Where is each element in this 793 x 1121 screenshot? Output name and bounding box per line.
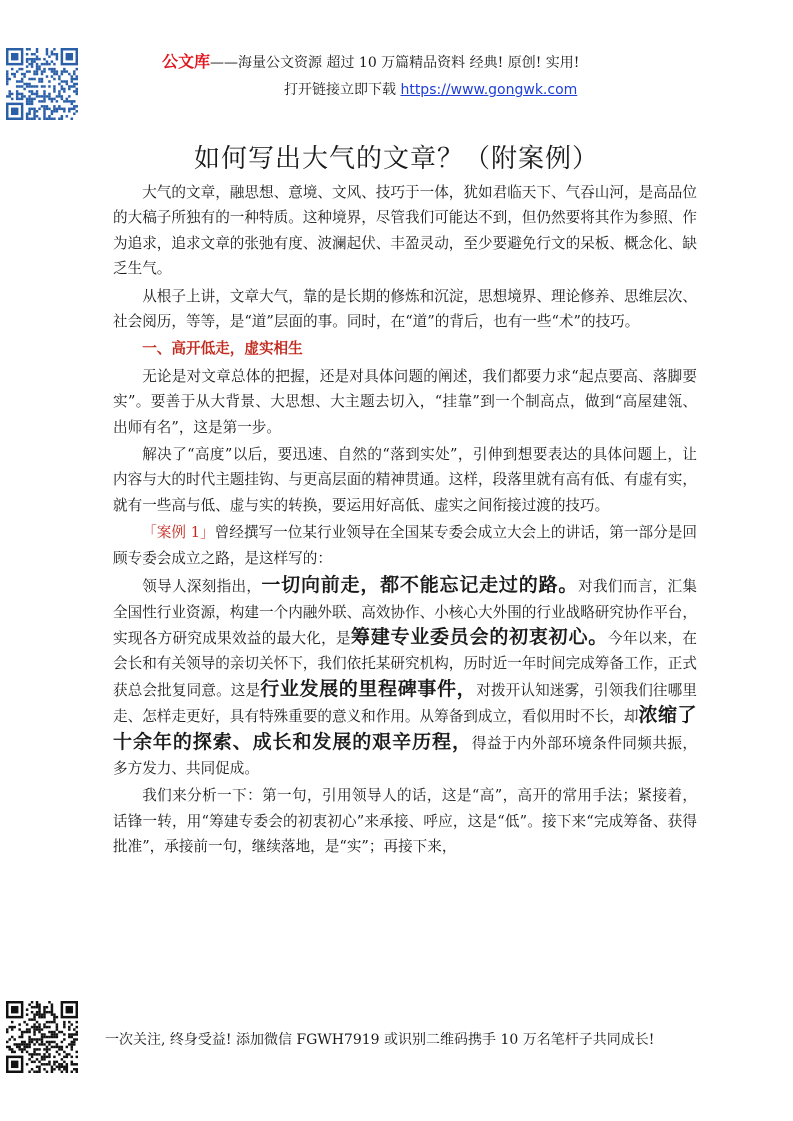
paragraph-1: 大气的文章，融思想、意境、文风、技巧于一体，犹如君临天下、气吞山河，是高品位的大稿子所独有的一种特质。这种境界，尽管我们可能达不到，但仍然要将其作为参照、作为追求，追求文章的张弛有度、波澜起伏、丰盈灵动，至少要避免行文的呆板、概念化、缺乏生气。 <box>113 184 697 278</box>
paragraph-2: 从根子上讲，文章大气，靠的是长期的修炼和沉淀，思想境界、理论修养、思维层次、社会阅历，等等，是“道”层面的事。同时，在“道”的背后，也有一些“术”的技巧。 <box>113 287 697 331</box>
quote-segment: 对拨开认知迷雾，引领我们往哪里走、怎样走更好，具有特殊重要的意义和作用。从筹备到成立，看似用时不长，却 <box>113 681 697 726</box>
section-heading-1: 一、高开低走，虚实相生 <box>142 340 303 358</box>
case-intro-text: 曾经撰写一位某行业领导在全国某专委会成立大会上的讲话，第一部分是回顾专委会成立之路，是这样写的： <box>113 524 697 567</box>
download-prefix: 打开链接立即下载 <box>284 82 396 98</box>
paragraph-4: 解决了“高度”以后，要迅速、自然的“落到实处”，引伸到想要表达的具体问题上，让内容与大的时代主题挂钩、与更高层面的精神贯通。这样，段落里就有高有低、有虚有实，就有一些高与低、虚与实的转换，要运用好高低、虚实之间衔接过渡的技巧。 <box>113 446 697 514</box>
paragraph-analysis: 我们来分析一下：第一句，引用领导人的话，这是“高”，高开的常用手法；紧接着，话锋一转，用“筹建专委会的初衷初心”来承接、呼应，这是“低”。接下来“完成筹备、获得批准”，承接前一句，继续落地，是“实”；再接下来， <box>113 787 697 856</box>
quote-segment: 对我们而言，汇集全国性行业资源，构建一个内融外联、高效协作、小核心大外围的行业战略研究协作平台，实现各方研究成果效益的最大化，是 <box>113 578 697 647</box>
quote-emphasis: 行业发展的里程碑事件， <box>260 677 477 700</box>
quote-segment: 得益于内外部环境条件同频共振，多方发力、共同促成。 <box>113 734 697 777</box>
brand-name: 公文库 <box>162 52 211 71</box>
paragraph-case-intro <box>113 520 697 571</box>
document-title: 如何写出大气的文章？（附案例） <box>193 144 599 174</box>
qr-code-bottom <box>6 1001 78 1073</box>
page-header <box>162 50 762 102</box>
case-label: 「案例 1」 <box>142 524 215 542</box>
quote-segment: 今年以来，在会长和有关领导的亲切关怀下，我们依托某研究机构，历时近一年时间完成筹备工作，正式获总会批复同意。这是 <box>113 629 697 699</box>
header-line-1 <box>162 50 762 75</box>
qr-code-icon <box>6 48 78 120</box>
header-tagline: ——海量公文资源 超过 10 万篇精品资料 经典! 原创! 实用! <box>210 55 580 71</box>
qr-code-top <box>6 48 78 120</box>
quote-emphasis: 一切向前走，都不能忘记走过的路。 <box>261 574 579 597</box>
quote-emphasis: 筹建专业委员会的初衷初心。 <box>350 625 609 648</box>
document-body <box>113 180 697 862</box>
quote-emphasis: 浓缩了十余年的探索、成长和发展的艰辛历程， <box>113 704 697 753</box>
header-line-2 <box>162 78 762 102</box>
paragraph-3: 无论是对文章总体的把握，还是对具体问题的阐述，我们都要力求“起点要高、落脚要实”。要善于从大背景、大思想、大主题去切入，“挂靠”到一个制高点，做到“高屋建瓴、出师有名”，这是第一步。 <box>113 367 697 436</box>
quote-segment: 领导人深刻指出， <box>142 578 262 596</box>
site-link[interactable]: https://www.gongwk.com <box>400 82 578 98</box>
qr-code-icon <box>6 1001 78 1073</box>
page-footer: 一次关注, 终身受益! 添加微信 FGWH7919 或识别二维码携手 10 万名笔杆子共同成长! <box>105 1032 655 1048</box>
paragraph-case-quote <box>113 573 697 781</box>
